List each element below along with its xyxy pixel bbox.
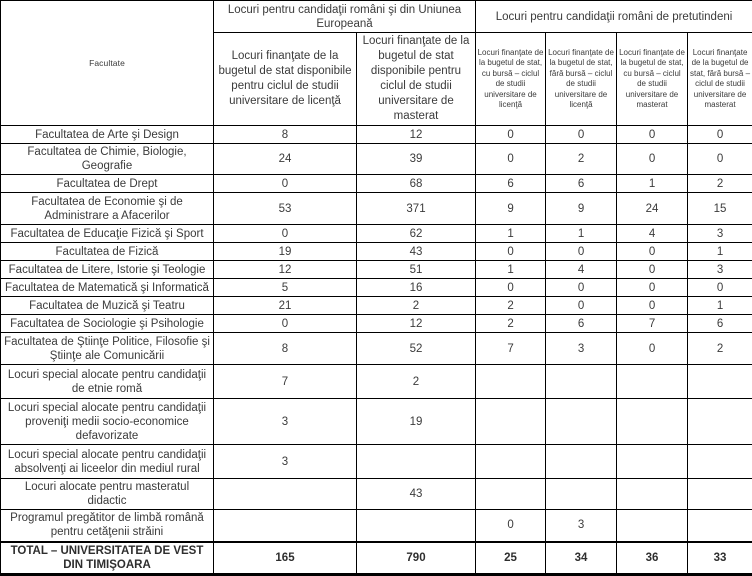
value-cell (357, 445, 476, 479)
value-cell: 43 (357, 479, 476, 510)
value-cell: 0 (476, 243, 546, 261)
table-row (1, 175, 752, 193)
value-cell (688, 510, 752, 542)
value-cell: 0 (617, 333, 688, 365)
value-cell: 0 (617, 243, 688, 261)
value-cell (688, 399, 752, 445)
value-cell (617, 445, 688, 479)
value-cell (476, 399, 546, 445)
value-cell: 0 (476, 144, 546, 175)
column-header-fara-bursa-masterat: Locuri finanţate de la bugetul de stat, fără bursă – ciclul de studii universitare de masterat (688, 33, 752, 126)
table-row (1, 399, 752, 445)
table-row (1, 243, 752, 261)
value-cell: 8 (214, 333, 357, 365)
value-cell (688, 365, 752, 399)
table-row (1, 261, 752, 279)
value-cell: 0 (214, 175, 357, 193)
faculty-name: Facultatea de Sociologie şi Psihologie (1, 315, 214, 333)
value-cell: 790 (357, 542, 476, 575)
value-cell: 3 (688, 261, 752, 279)
table-row (1, 144, 752, 175)
value-cell: 19 (357, 399, 476, 445)
faculty-name: Facultatea de Ştiinţe Politice, Filosofie şi Ştiinţe ale Comunicării (1, 333, 214, 365)
value-cell (546, 399, 617, 445)
value-cell: 3 (546, 333, 617, 365)
value-cell: 1 (476, 225, 546, 243)
table-row (1, 279, 752, 297)
value-cell: 3 (214, 399, 357, 445)
value-cell: 9 (476, 193, 546, 225)
table-body (1, 126, 752, 575)
value-cell (214, 510, 357, 542)
value-cell (546, 365, 617, 399)
value-cell: 0 (476, 510, 546, 542)
value-cell: 19 (214, 243, 357, 261)
table-row (1, 445, 752, 479)
value-cell: 0 (476, 279, 546, 297)
value-cell: 34 (546, 542, 617, 575)
value-cell: 0 (546, 243, 617, 261)
column-header-cu-bursa-masterat: Locuri finanţate de la bugetul de stat, cu bursă – ciclul de studii universitare de masterat (617, 33, 688, 126)
value-cell: 51 (357, 261, 476, 279)
value-cell: 9 (546, 193, 617, 225)
value-cell: 1 (688, 297, 752, 315)
value-cell: 2 (688, 333, 752, 365)
value-cell: 3 (546, 510, 617, 542)
faculty-name: Facultatea de Economie şi de Administrare a Afacerilor (1, 193, 214, 225)
value-cell: 52 (357, 333, 476, 365)
value-cell (617, 365, 688, 399)
value-cell (617, 399, 688, 445)
column-header-buget-masterat: Locuri finanţate de la bugetul de stat disponibile pentru ciclul de studii universitare de masterat (357, 33, 476, 126)
value-cell: 39 (357, 144, 476, 175)
value-cell: 62 (357, 225, 476, 243)
table-row (1, 225, 752, 243)
value-cell: 2 (546, 144, 617, 175)
faculty-name: Facultatea de Chimie, Biologie, Geografie (1, 144, 214, 175)
table-row (1, 297, 752, 315)
value-cell (546, 445, 617, 479)
value-cell: 0 (617, 126, 688, 144)
value-cell: 0 (688, 126, 752, 144)
value-cell: 3 (214, 445, 357, 479)
value-cell: 21 (214, 297, 357, 315)
value-cell: 24 (617, 193, 688, 225)
value-cell: 2 (357, 297, 476, 315)
value-cell (688, 445, 752, 479)
value-cell: 33 (688, 542, 752, 575)
value-cell: 0 (546, 297, 617, 315)
value-cell: 16 (357, 279, 476, 297)
value-cell: 24 (214, 144, 357, 175)
value-cell: 2 (476, 315, 546, 333)
value-cell: 53 (214, 193, 357, 225)
value-cell (214, 479, 357, 510)
faculty-name: Locuri special alocate pentru candidaţii absolvenţi ai liceelor din mediul rural (1, 445, 214, 479)
table-row (1, 315, 752, 333)
table-header (1, 1, 752, 126)
faculty-name: Facultatea de Educaţie Fizică şi Sport (1, 225, 214, 243)
value-cell: 68 (357, 175, 476, 193)
faculty-name: Facultatea de Fizică (1, 243, 214, 261)
value-cell: 6 (688, 315, 752, 333)
value-cell: 5 (214, 279, 357, 297)
value-cell: 1 (546, 225, 617, 243)
value-cell: 0 (476, 126, 546, 144)
group-header-pretutindeni: Locuri pentru candidaţii români de pretutindeni (476, 1, 752, 33)
value-cell: 0 (688, 279, 752, 297)
table-row (1, 479, 752, 510)
total-row-label: TOTAL – UNIVERSITATEA DE VEST DIN TIMIŞOARA (1, 542, 214, 575)
faculty-name: Locuri special alocate pentru candidaţii proveniţi medii socio-economice defavorizate (1, 399, 214, 445)
faculty-name: Facultatea de Muzică şi Teatru (1, 297, 214, 315)
value-cell: 36 (617, 542, 688, 575)
faculty-name: Programul pregătitor de limbă română pentru cetăţenii străini (1, 510, 214, 542)
faculty-name: Facultatea de Matematică şi Informatică (1, 279, 214, 297)
value-cell (688, 479, 752, 510)
value-cell: 0 (617, 144, 688, 175)
table-row (1, 193, 752, 225)
table-row (1, 126, 752, 144)
column-header-buget-licenta: Locuri finanţate de la bugetul de stat disponibile pentru ciclul de studii universitare de licenţă (214, 33, 357, 126)
faculty-name: Facultatea de Litere, Istorie şi Teologie (1, 261, 214, 279)
value-cell: 1 (688, 243, 752, 261)
value-cell: 12 (357, 315, 476, 333)
value-cell: 7 (214, 365, 357, 399)
value-cell (617, 510, 688, 542)
faculty-name: Facultatea de Drept (1, 175, 214, 193)
value-cell: 12 (214, 261, 357, 279)
value-cell: 6 (546, 315, 617, 333)
value-cell: 0 (617, 279, 688, 297)
value-cell: 4 (546, 261, 617, 279)
value-cell: 165 (214, 542, 357, 575)
value-cell: 1 (476, 261, 546, 279)
table-row (1, 365, 752, 399)
value-cell: 7 (476, 333, 546, 365)
value-cell: 7 (617, 315, 688, 333)
faculty-name: Facultatea de Arte şi Design (1, 126, 214, 144)
table-row (1, 333, 752, 365)
value-cell: 8 (214, 126, 357, 144)
value-cell: 0 (214, 225, 357, 243)
value-cell (546, 479, 617, 510)
value-cell: 25 (476, 542, 546, 575)
value-cell (476, 445, 546, 479)
column-header-fara-bursa-licenta: Locuri finanţate de la bugetul de stat, fără bursă – ciclul de studii universitare de licenţă (546, 33, 617, 126)
value-cell: 4 (617, 225, 688, 243)
header-group-row (1, 1, 752, 33)
value-cell: 0 (688, 144, 752, 175)
value-cell: 2 (476, 297, 546, 315)
value-cell: 2 (357, 365, 476, 399)
value-cell: 6 (546, 175, 617, 193)
value-cell (476, 365, 546, 399)
value-cell: 0 (546, 126, 617, 144)
value-cell (476, 479, 546, 510)
value-cell: 12 (357, 126, 476, 144)
value-cell (357, 510, 476, 542)
value-cell: 0 (617, 297, 688, 315)
group-header-eu: Locuri pentru candidaţii români şi din Uniunea Europeană (214, 1, 476, 33)
value-cell: 0 (546, 279, 617, 297)
value-cell: 371 (357, 193, 476, 225)
total-row (1, 542, 752, 575)
faculty-name: Locuri alocate pentru masteratul didactic (1, 479, 214, 510)
corner-header-facultate: Facultate (1, 1, 214, 126)
table-row (1, 510, 752, 542)
value-cell: 0 (214, 315, 357, 333)
value-cell: 43 (357, 243, 476, 261)
value-cell: 6 (476, 175, 546, 193)
value-cell: 2 (688, 175, 752, 193)
value-cell: 15 (688, 193, 752, 225)
column-header-cu-bursa-licenta: Locuri finanţate de la bugetul de stat, cu bursă – ciclul de studii universitare de licenţă (476, 33, 546, 126)
faculty-name: Locuri special alocate pentru candidaţii de etnie romă (1, 365, 214, 399)
value-cell (617, 479, 688, 510)
value-cell: 1 (617, 175, 688, 193)
value-cell: 0 (617, 261, 688, 279)
value-cell: 3 (688, 225, 752, 243)
